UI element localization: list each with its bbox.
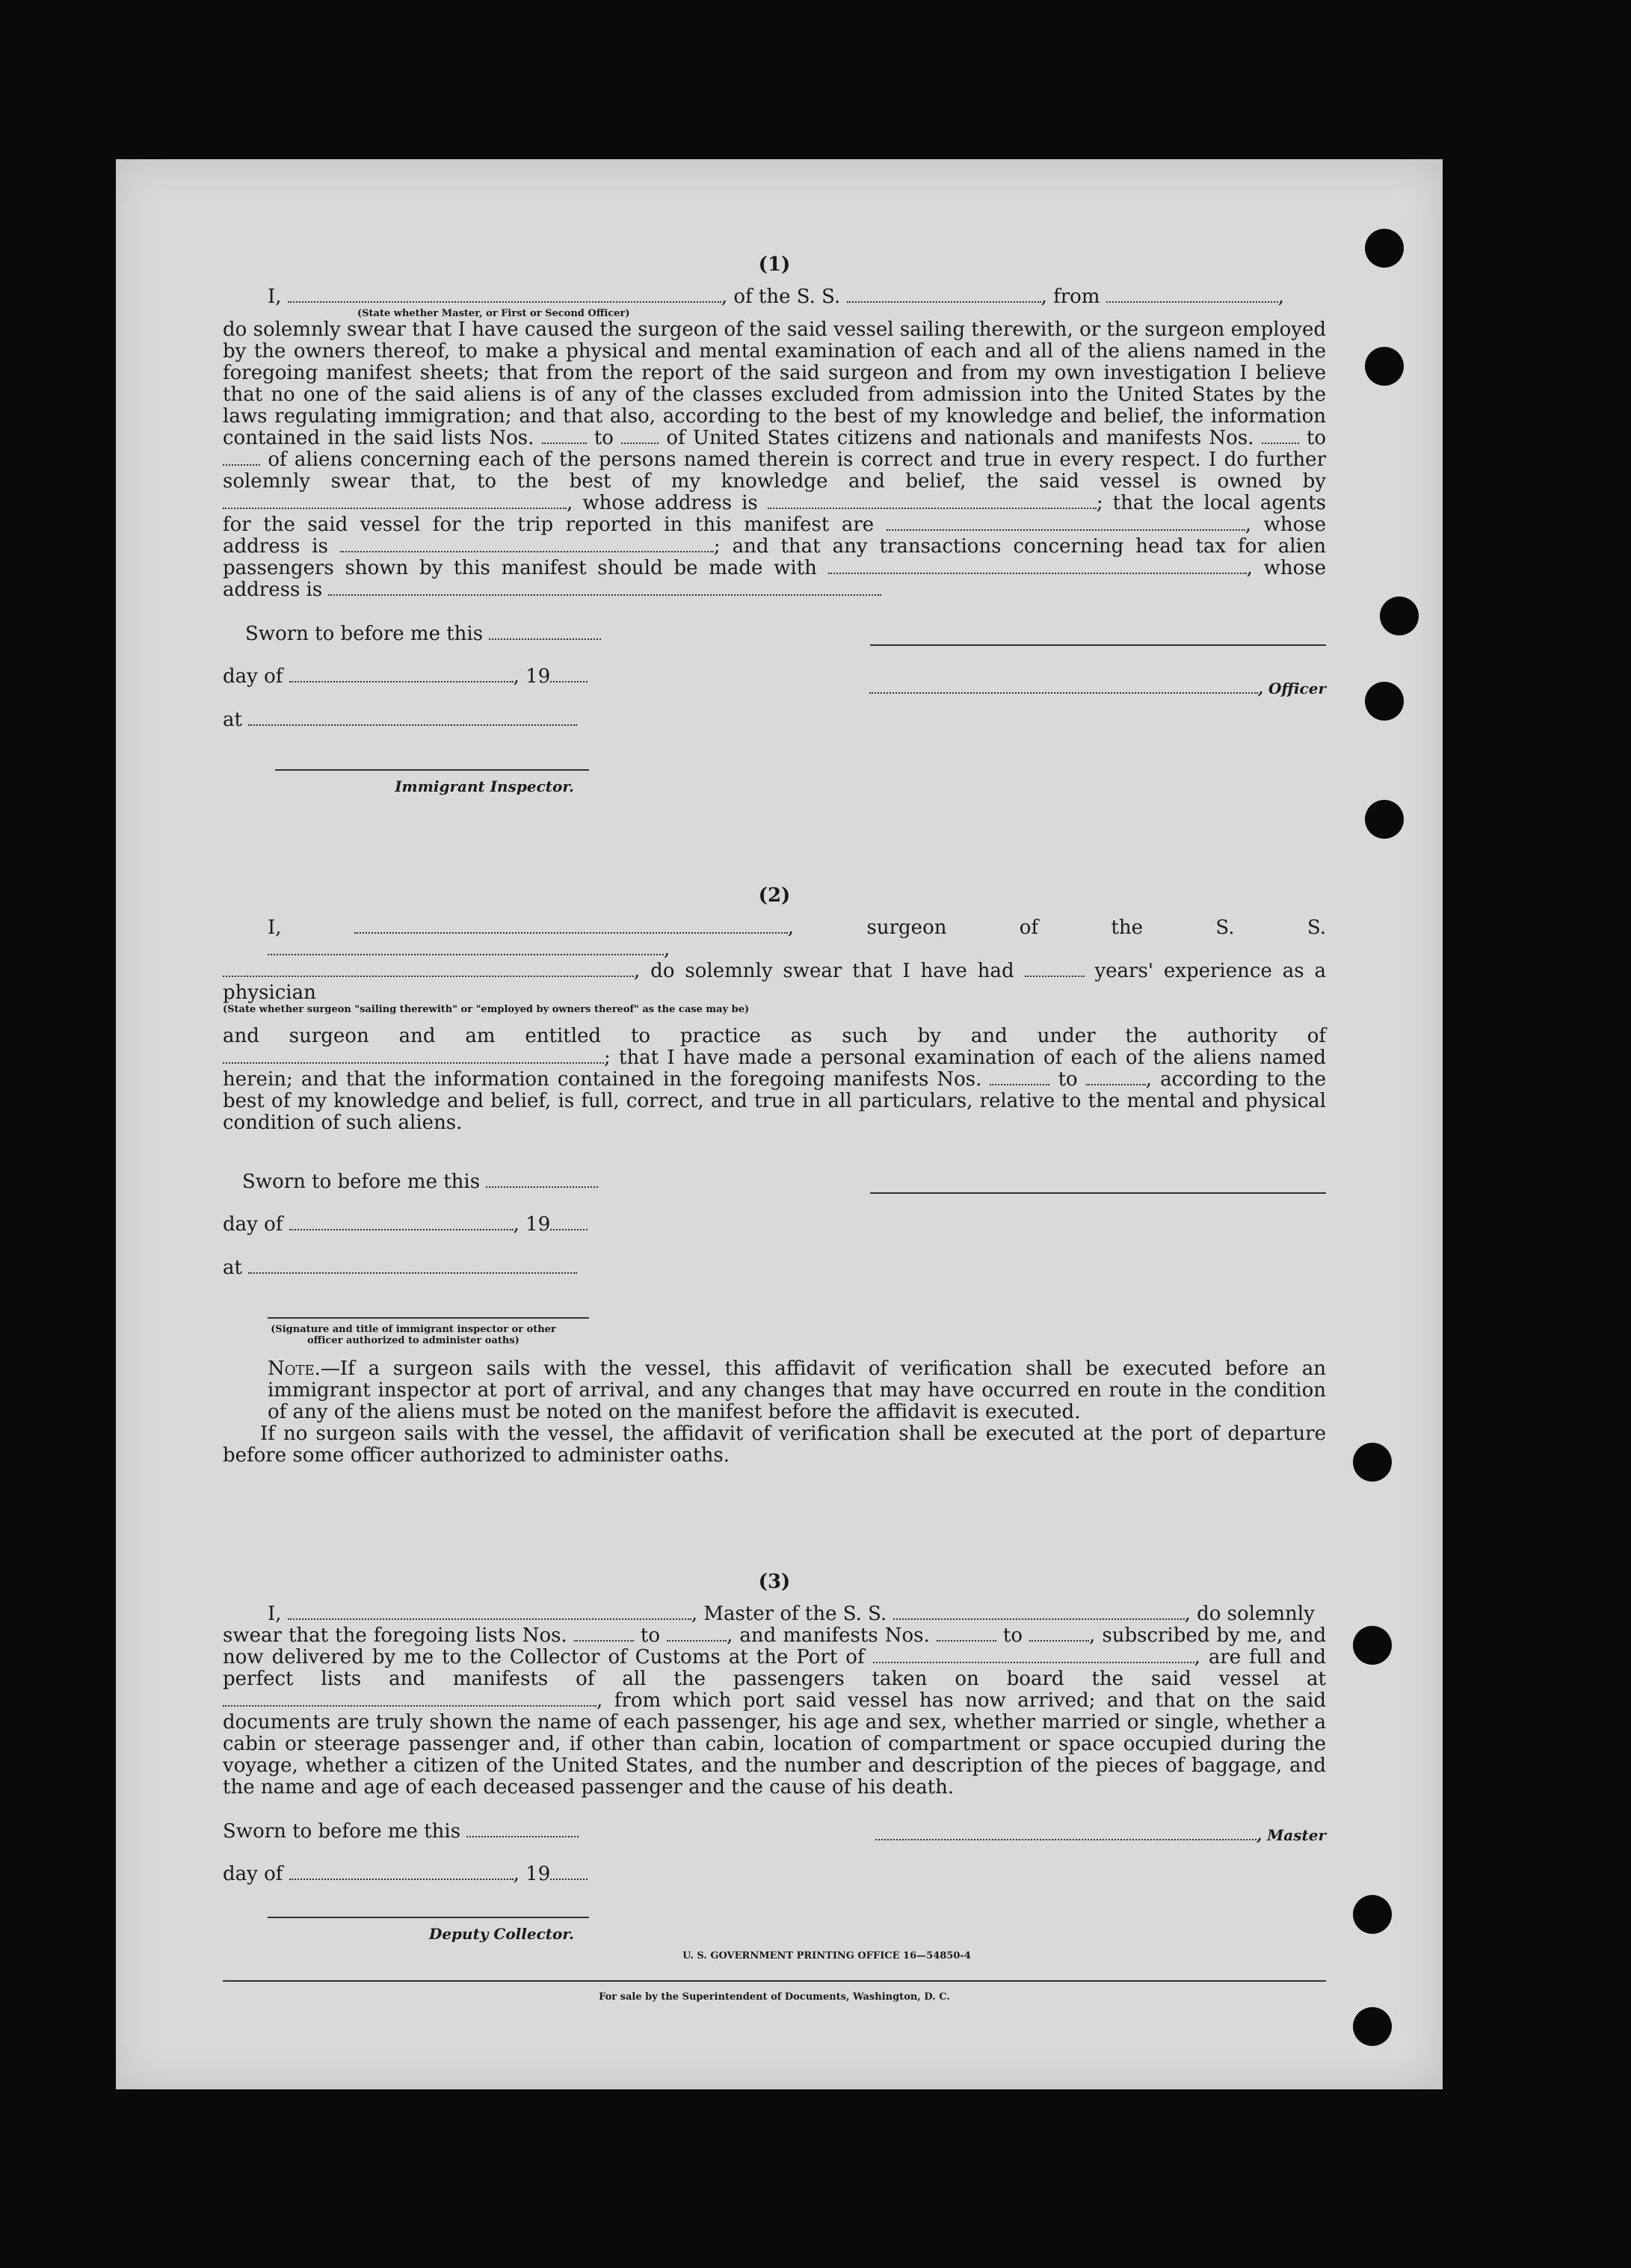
note-paragraph-2: If no surgeon sails with the vessel, the affidavit of verification shall be executed at the port of departure before some officer authorized to administer oaths. [223,1423,1326,1467]
section-number: (3) [758,1571,791,1593]
experience-years-field[interactable] [1025,962,1085,977]
agents-address-field[interactable] [340,537,714,552]
manifest-from-field[interactable] [937,1627,996,1642]
officer-name-field[interactable] [288,288,721,303]
punch-hole [1365,682,1404,721]
sworn-date-field[interactable] [486,1173,598,1188]
list-from-field[interactable] [542,429,587,444]
embark-port-field[interactable] [223,1692,596,1707]
field-caption: (State whether surgeon "sailing therewith" or "employed by owners thereof" as the case may be) [223,1004,750,1015]
note-paragraph: Note.—If a surgeon sails with the vessel, this affidavit of verification shall be executed before an immigrant inspector at port of arrival, and any changes that may have occurred en route in the condition of any of the aliens must be noted on the manifest before the affidavit is executed. [268,1358,1326,1423]
punch-hole [1365,347,1404,386]
surgeon-signature-line[interactable] [870,1192,1326,1194]
inspector-label: Immigrant Inspector. [395,777,574,795]
section-3: (3) I, , Master of the S. S. , do solemnly swear that the foregoing lists Nos. to , and manifests Nos. to , subscribed by me, and now delivered by me to the Collector of Customs at the Port of , are full and perfect lists and manifests of all the passengers taken on board the said vessel at , from which port said vessel has now arrived; and that on the said documents are truly shown the name of each passenger, his age and sex, whether married or single, whether a cabin or steerage passenger and, if other than cabin, location of compartment or space occupied during the voyage, whether a citizen of the United States, and the number and description of the pieces of baggage, and the name and age of each deceased passenger and the cause of his death. Sworn to before me this day of , 19 Deputy Collector. , Master [223,1571,1326,1933]
punch-hole [1365,229,1404,268]
year-field[interactable] [550,668,588,682]
punch-hole [1353,1443,1392,1482]
sale-notice: For sale by the Superintendent of Documents, Washington, D. C. [599,1991,950,2003]
punch-hole [1380,597,1419,635]
list-to-field[interactable] [667,1627,727,1642]
list-to-field[interactable] [621,429,659,444]
master-line: I, , of the S. S. , from , [268,286,1284,308]
surgeon-status-field[interactable] [223,962,634,977]
vessel-name-field[interactable] [893,1605,1185,1620]
punch-hole [1365,800,1404,839]
punch-hole [1353,1626,1392,1665]
manifest-to-field[interactable] [1029,1627,1089,1642]
master-signature-field[interactable] [875,1825,1257,1840]
punch-hole [1353,2007,1392,2046]
manifest-from-field[interactable] [1262,429,1299,444]
officer-signature-line[interactable] [268,1317,589,1319]
day-of-field[interactable] [289,1865,514,1880]
authority-field[interactable] [223,1049,604,1064]
section-number: (2) [758,884,791,907]
footer-rule [223,1980,1326,1982]
departure-port-field[interactable] [1106,288,1278,303]
list-from-field[interactable] [574,1627,634,1642]
signature-block-3: Sworn to before me this day of , 19 Deputy Collector. , Master [223,1821,1326,1933]
signature-block-2: Sworn to before me this day of , 19 at (Signature and title of immigrant inspector or other officer authorized to administer oaths) [223,1171,1326,1343]
section-1 [223,254,1326,803]
day-of-field[interactable] [289,668,514,682]
agents-field[interactable] [887,516,1245,531]
at-place-field[interactable] [248,711,577,726]
deputy-label: Deputy Collector. [428,1925,574,1943]
day-of-field[interactable] [289,1215,514,1230]
master-signature-line[interactable] [870,644,1326,646]
signature-block-1: Sworn to before me this day of , 19 at Immigrant Inspector. , Officer [223,623,1326,803]
section-number: (1) [758,253,791,276]
owner-address-field[interactable] [768,494,1097,509]
manifest-to-field[interactable] [1086,1070,1146,1085]
sworn-date-field[interactable] [466,1822,579,1837]
surgeon-vessel-field[interactable] [268,940,664,955]
printing-office: U. S. GOVERNMENT PRINTING OFFICE 16—54850-4 [682,1950,971,1962]
collector-signature-line[interactable] [268,1917,589,1918]
section-2: (2) I, , surgeon of the S. S. , , do solemnly swear that I have had years' experience as a physician (State whether surgeon "sailing therewith" or "employed by owners thereof" as the case may be) and surgeon and am entitled to practice as such by and under the authority of ; that I have made a personal examination of each of the aliens named herein; and that the information contained in the foregoing manifests Nos. to , according to the best of my knowledge and belief, is full, correct, and true in all particulars, relative to the mental and physical condition of such aliens. Sworn to before me this day of , 19 at (Signature and title of immigrant inspector or other officer authorized to administer oaths) Note.—If a surgeon sails with the vessel, this affidavit of verification shall be executed before an immigrant inspector at port of arrival, and any changes that may have occurred en route in the condition of any of the aliens must be noted on the manifest before the affidavit is executed. If no surgeon sails with the vessel, the affidavit of verification shall be executed at the port of departure before some officer authorized to administer oaths. [223,884,1327,1467]
head-tax-field[interactable] [828,559,1247,574]
punch-hole [1353,1895,1392,1934]
sworn-date-field[interactable] [489,625,601,640]
head-tax-address-field[interactable] [328,581,881,596]
master-name-field[interactable] [288,1605,691,1620]
at-place-field[interactable] [248,1259,577,1274]
field-caption: (State whether Master, or First or Second Officer) [357,308,630,319]
officer-signature-field[interactable] [869,679,1258,694]
year-field[interactable] [550,1215,588,1230]
signature-caption: (Signature and title of immigrant inspector or other officer authorized to administer oaths) [271,1324,556,1346]
surgeon-name-field[interactable] [354,919,788,934]
owner-field[interactable] [223,494,567,509]
form-content [223,254,1326,2008]
year-field[interactable] [550,1865,588,1880]
oath-paragraph: do solemnly swear that I have caused the surgeon of the said vessel sailing therewith, or the surgeon employed by the owners thereof, to make a physical and mental examination of each and all of the aliens named in the foregoing manifest sheets; that from the report of the said surgeon and from my own investigation I believe that no one of the said aliens is of any of the classes excluded from admission into the United States by the laws regulating immigration; and that also, according to the best of my knowledge and belief, the information contained in the said lists Nos. to of United States citizens and nationals and manifests Nos. to of aliens concerning each of the persons named therein is correct and true in every respect. I do further solemnly swear that, to the best of my knowledge and belief, the said vessel is owned by , whose address is ; that the local agents for the said vessel for the trip reported in this manifest are , whose address is ; and that any transactions concerning head tax for alien passengers shown by this manifest should be made with , whose address is [223,318,1327,601]
manifest-to-field[interactable] [223,451,260,466]
vessel-name-field[interactable] [847,288,1041,303]
manifest-from-field[interactable] [990,1070,1049,1085]
inspector-signature-line[interactable] [275,769,589,771]
port-field[interactable] [873,1648,1194,1663]
